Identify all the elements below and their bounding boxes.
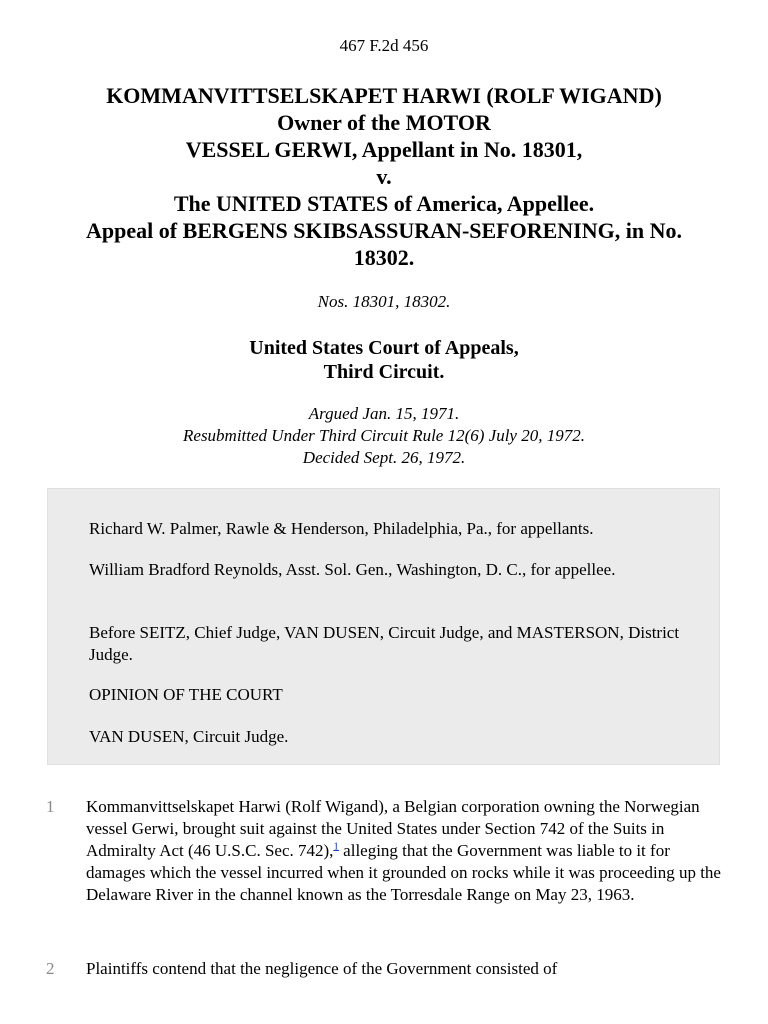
paragraph-text: Plaintiffs contend that the negligence of the Government consisted of <box>86 959 558 978</box>
decided-date: Decided Sept. 26, 1972. <box>302 448 466 467</box>
resubmitted-date: Resubmitted Under Third Circuit Rule 12(6) July 20, 1972. <box>183 426 585 445</box>
panel-judges: Before SEITZ, Chief Judge, VAN DUSEN, Circuit Judge, and MASTERSON, District Judge. <box>89 623 680 664</box>
case-title-line: VESSEL GERWI, Appellant in No. 18301, <box>185 137 583 162</box>
footnote-link[interactable]: 1 <box>333 840 339 853</box>
appellee-counsel: William Bradford Reynolds, Asst. Sol. Gen., Washington, D. C., for appellee. <box>89 560 616 579</box>
court-name-line: United States Court of Appeals, <box>249 337 519 359</box>
argued-date: Argued Jan. 15, 1971. <box>308 404 460 423</box>
paragraph-number: 2 <box>46 959 55 978</box>
case-title-line: v. <box>376 164 392 189</box>
case-title-line: Appeal of BERGENS SKIBSASSURAN-SEFORENING, in No. <box>86 218 682 243</box>
case-title-line: The UNITED STATES of America, Appellee. <box>173 191 595 216</box>
case-title-line: KOMMANVITTSELSKAPET HARWI (ROLF WIGAND) <box>106 83 662 108</box>
case-title-line: 18302. <box>353 245 415 270</box>
opinion-heading: OPINION OF THE COURT <box>89 685 283 704</box>
appellants-counsel: Richard W. Palmer, Rawle & Henderson, Philadelphia, Pa., for appellants. <box>89 519 594 538</box>
case-title <box>40 82 728 271</box>
case-title-line: Owner of the MOTOR <box>277 110 491 135</box>
case-dates <box>0 403 768 469</box>
paragraph-text-part: alleging that the Government was liable to it for damages which the vessel incurred when it grounded on rocks while it was proceeding up the Delaware River in the channel known as the Torresdale Range on May 23, 1963. <box>86 841 721 904</box>
paragraph-number: 1 <box>46 797 55 816</box>
headnote-box <box>47 488 720 765</box>
paragraph-text-part: Kommanvittselskapet Harwi (Rolf Wigand), a Belgian corporation owning the Norwegian vessel Gerwi, brought suit against the United States under Section 742 of the Suits in Admiralty Act (46 U.S.C. Sec. 742), <box>86 797 700 860</box>
docket-numbers: Nos. 18301, 18302. <box>317 292 451 311</box>
opinion-author: VAN DUSEN, Circuit Judge. <box>89 727 289 746</box>
case-citation: 467 F.2d 456 <box>339 36 429 55</box>
court-name <box>0 336 768 384</box>
court-circuit-line: Third Circuit. <box>323 361 445 383</box>
paragraph-text <box>86 796 726 906</box>
